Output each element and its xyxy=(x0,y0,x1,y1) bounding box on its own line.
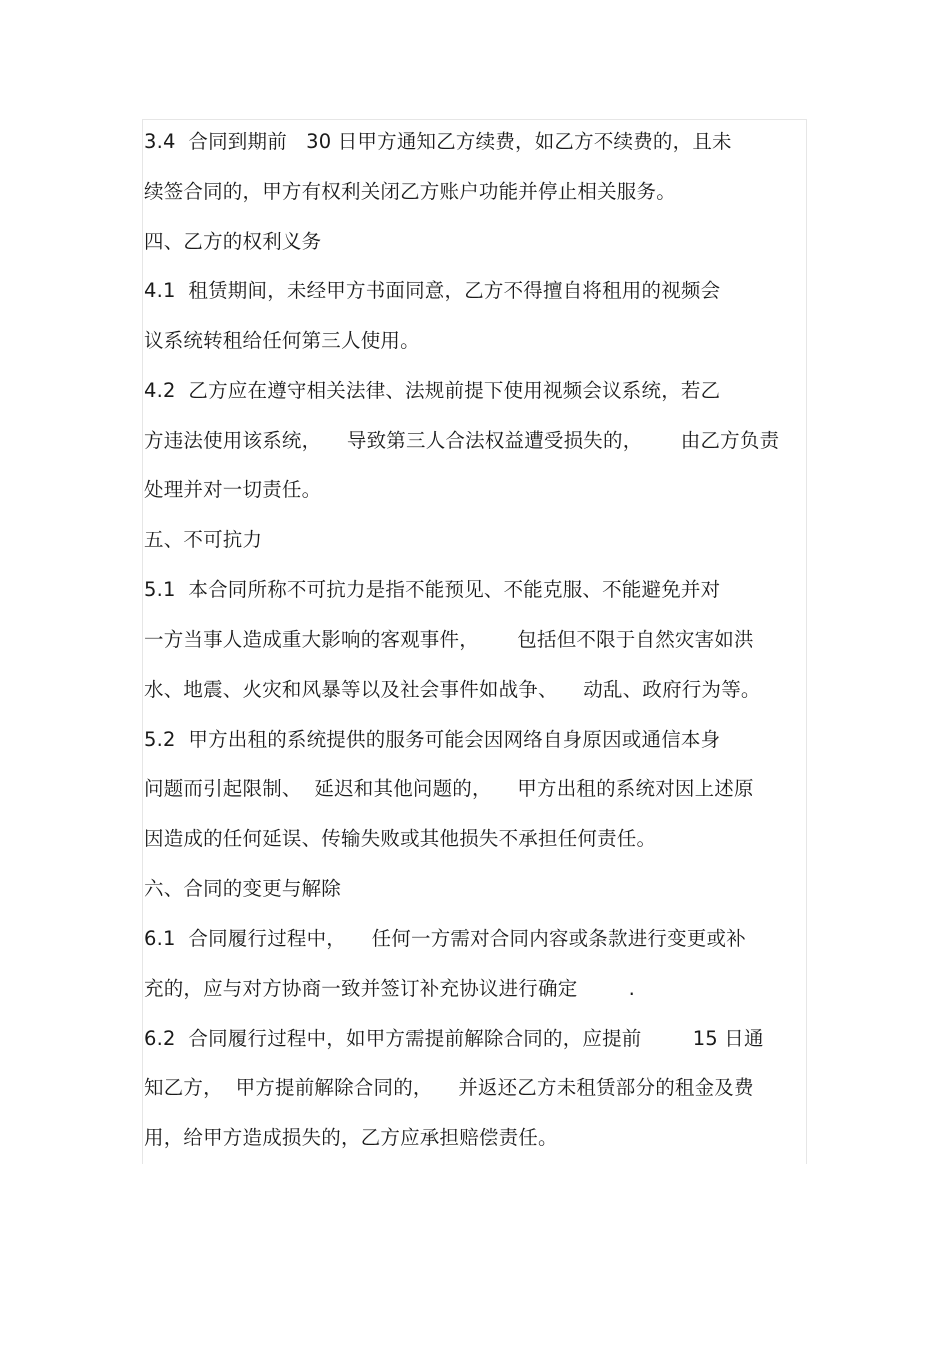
clause-4-2-line-3: 处理并对一切责任。 xyxy=(144,478,322,501)
section-heading-6: 六、合同的变更与解除 xyxy=(144,877,342,900)
clause-6-1-line-1: 6.1 合同履行过程中， 任何一方需对合同内容或条款进行变更或补 xyxy=(144,927,746,950)
clause-5-1-line-3: 水、地震、火灾和风暴等以及社会事件如战争、 动乱、政府行为等。 xyxy=(144,678,761,701)
clause-6-2-line-1: 6.2 合同履行过程中，如甲方需提前解除合同的，应提前 15 日通 xyxy=(144,1027,764,1050)
section-heading-5: 五、不可抗力 xyxy=(144,528,263,551)
clause-5-2-line-2: 问题而引起限制、 延迟和其他问题的， 甲方出租的系统对因上述原 xyxy=(144,777,754,800)
clause-6-2-line-2: 知乙方， 甲方提前解除合同的， 并返还乙方未租赁部分的租金及费 xyxy=(144,1076,754,1099)
clause-5-2-line-3: 因造成的任何延误、传输失败或其他损失不承担任何责任。 xyxy=(144,827,657,850)
clause-6-2-line-3: 用，给甲方造成损失的，乙方应承担赔偿责任。 xyxy=(144,1126,558,1149)
clause-5-1-line-1: 5.1 本合同所称不可抗力是指不能预见、不能克服、不能避免并对 xyxy=(144,578,721,601)
clause-3-4-line-2: 续签合同的，甲方有权利关闭乙方账户功能并停止相关服务。 xyxy=(144,180,676,203)
clause-4-1-line-2: 议系统转租给任何第三人使用。 xyxy=(144,329,420,352)
clause-4-2-line-1: 4.2 乙方应在遵守相关法律、法规前提下使用视频会议系统，若乙 xyxy=(144,379,721,402)
clause-5-1-line-2: 一方当事人造成重大影响的客观事件， 包括但不限于自然灾害如洪 xyxy=(144,628,754,651)
clause-3-4-line-1: 3.4 合同到期前 30 日甲方通知乙方续费，如乙方不续费的，且未 xyxy=(144,130,732,153)
section-heading-4: 四、乙方的权利义务 xyxy=(144,230,322,253)
clause-6-1-line-2: 充的，应与对方协商一致并签订补充协议进行确定 . xyxy=(144,977,635,1000)
clause-4-1-line-1: 4.1 租赁期间，未经甲方书面同意，乙方不得擅自将租用的视频会 xyxy=(144,279,721,302)
clause-4-2-line-2: 方违法使用该系统， 导致第三人合法权益遭受损失的， 由乙方负责 xyxy=(144,429,780,452)
clause-5-2-line-1: 5.2 甲方出租的系统提供的服务可能会因网络自身原因或通信本身 xyxy=(144,728,721,751)
